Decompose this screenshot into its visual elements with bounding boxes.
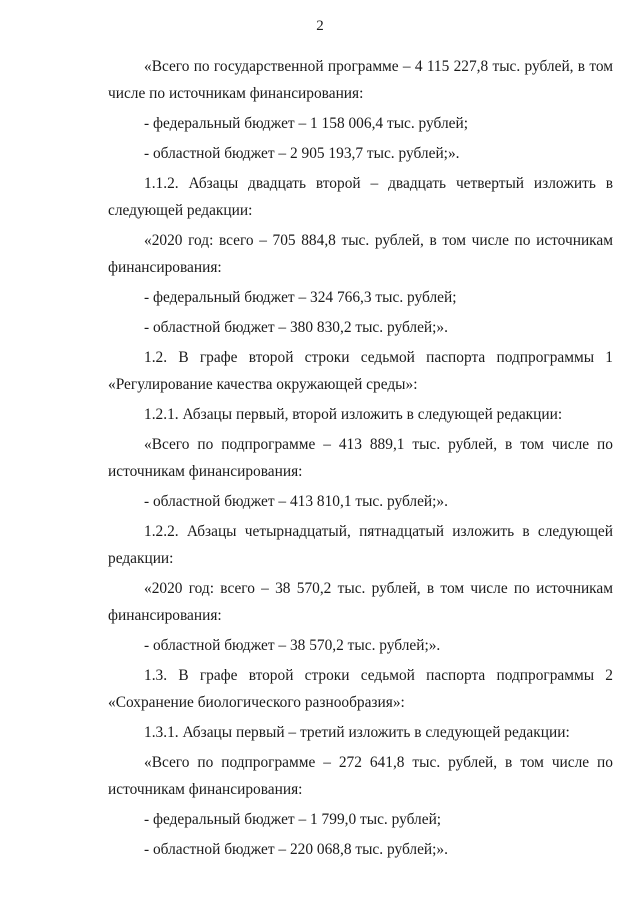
paragraph-subprogram-1-2020-regional: - областной бюджет – 38 570,2 тыс. рублей;».	[144, 637, 441, 654]
paragraph-clause-1-2: 1.2. В графе второй строки седьмой паспорта подпрограммы 1 «Регулирование качества окружающей среды»:	[108, 349, 613, 393]
paragraph-program-total: «Всего по государственной программе – 4 115 227,8 тыс. рублей, в том числе по источникам финансирования:	[108, 58, 613, 102]
paragraph-subprogram-2-regional: - областной бюджет – 220 068,8 тыс. рублей;».	[144, 841, 448, 858]
paragraph-2020-regional: - областной бюджет – 380 830,2 тыс. рублей;».	[144, 319, 448, 336]
paragraph-2020-total: «2020 год: всего – 705 884,8 тыс. рублей, в том числе по источникам финансирования:	[108, 232, 613, 276]
paragraph-clause-1-2-2: 1.2.2. Абзацы четырнадцатый, пятнадцатый изложить в следующей редакции:	[108, 523, 613, 567]
page-number: 2	[316, 18, 324, 34]
document-body	[108, 53, 613, 863]
paragraph-subprogram-1-2020-total: «2020 год: всего – 38 570,2 тыс. рублей, в том числе по источникам финансирования:	[108, 580, 613, 624]
paragraph-clause-1-3-1: 1.3.1. Абзацы первый – третий изложить в следующей редакции:	[144, 724, 570, 741]
paragraph-subprogram-2-total: «Всего по подпрограмме – 272 641,8 тыс. рублей, в том числе по источникам финансирования:	[108, 754, 613, 798]
paragraph-clause-1-1-2: 1.1.2. Абзацы двадцать второй – двадцать четвертый изложить в следующей редакции:	[108, 175, 613, 219]
paragraph-regional-budget: - областной бюджет – 2 905 193,7 тыс. рублей;».	[144, 145, 460, 162]
paragraph-clause-1-3: 1.3. В графе второй строки седьмой паспорта подпрограммы 2 «Сохранение биологического разнообразия»:	[108, 667, 613, 711]
paragraph-subprogram-1-total: «Всего по подпрограмме – 413 889,1 тыс. рублей, в том числе по источникам финансирования:	[108, 436, 613, 480]
paragraph-federal-budget: - федеральный бюджет – 1 158 006,4 тыс. рублей;	[144, 115, 469, 132]
paragraph-2020-federal: - федеральный бюджет – 324 766,3 тыс. рублей;	[144, 289, 457, 306]
paragraph-subprogram-1-regional: - областной бюджет – 413 810,1 тыс. рублей;».	[144, 493, 448, 510]
paragraph-clause-1-2-1: 1.2.1. Абзацы первый, второй изложить в следующей редакции:	[144, 406, 563, 423]
paragraph-subprogram-2-federal: - федеральный бюджет – 1 799,0 тыс. рублей;	[144, 811, 442, 828]
